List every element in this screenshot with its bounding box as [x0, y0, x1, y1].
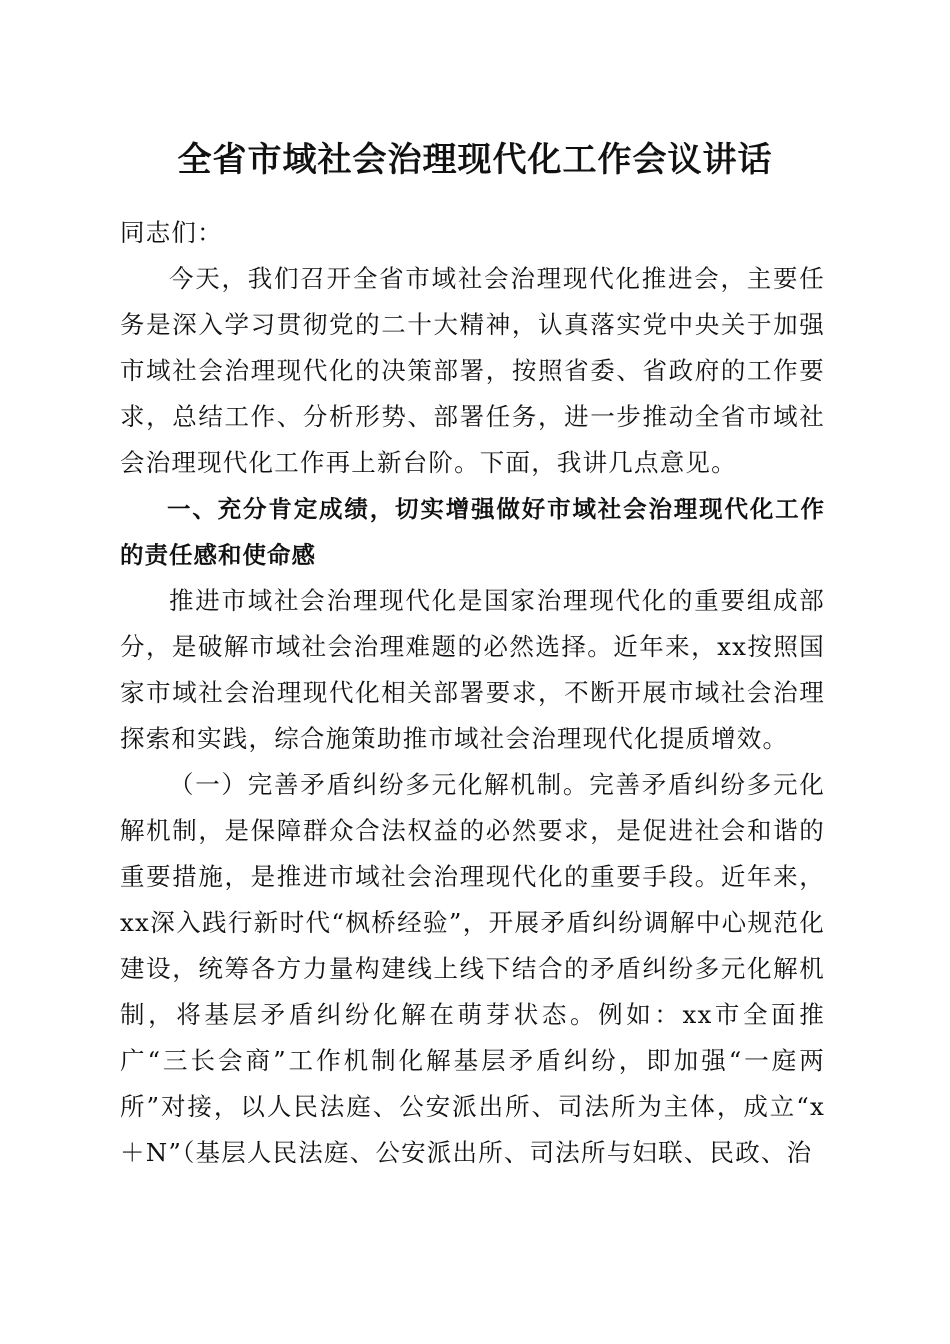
salutation: 同志们： — [120, 218, 223, 247]
section-1-paragraph: 推进市域社会治理现代化是国家治理现代化的重要组成部分，是破解市域社会治理难题的必然选择。近年来，xx按照国家市域社会治理现代化相关部署要求，不断开展市域社会治理探索和实践，综合施策助推市域社会治理现代化提质增效。 — [120, 586, 825, 753]
subsection-1-text: 完善矛盾纠纷多元化解机制，是保障群众合法权益的必然要求，是促进社会和谐的重要措施，是推进市域社会治理现代化的重要手段。近年来，xx深入践行新时代“枫桥经验”，开展矛盾纠纷调解中心规范化建设，统筹各方力量构建线上线下结合的矛盾纠纷多元化解机制，将基层矛盾纠纷化解在萌芽状态。例如：xx市全面推广“三长会商”工作机制化解基层矛盾纠纷，即加强“一庭两所”对接，以人民法庭、公安派出所、司法所为主体，成立“x＋N”（基层人民法庭、公安派出所、司法所与妇联、民政、治 — [120, 770, 825, 1167]
document-body — [120, 210, 825, 1176]
section-heading-1: 一、充分肯定成绩，切实增强做好市域社会治理现代化工作的责任感和使命感 — [120, 495, 825, 569]
intro-paragraph: 今天，我们召开全省市域社会治理现代化推进会，主要任务是深入学习贯彻党的二十大精神，认真落实党中央关于加强市域社会治理现代化的决策部署，按照省委、省政府的工作要求，总结工作、分析形势、部署任务，进一步推动全省市域社会治理现代化工作再上新台阶。下面，我讲几点意见。 — [120, 264, 825, 477]
subsection-1-paragraph — [120, 762, 825, 1176]
document-title: 全省市域社会治理现代化工作会议讲话 — [177, 140, 773, 180]
subsection-1-heading: （一）完善矛盾纠纷多元化解机制。 — [169, 770, 590, 799]
